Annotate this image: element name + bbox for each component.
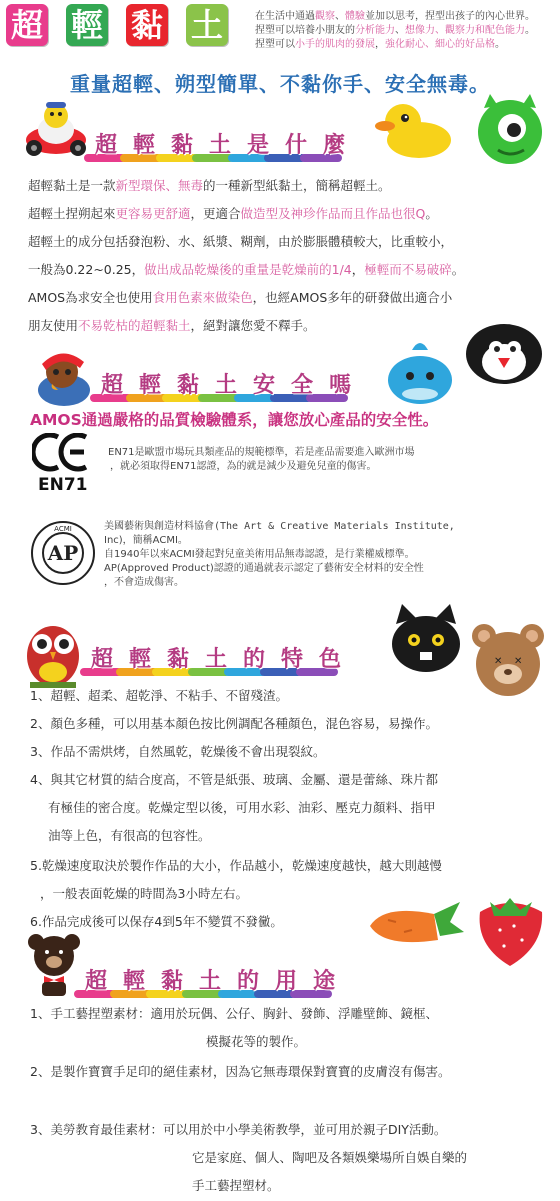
penguin-image bbox=[462, 318, 546, 388]
intro-line-3: 捏塑可以小手的肌肉的發展，強化耐心、細心的好品格。 bbox=[255, 39, 505, 50]
racecar-figure-image bbox=[22, 96, 90, 158]
intro-line-2: 捏塑可以培養小朋友的分析能力、想像力、觀察力和配色能力。 bbox=[255, 25, 535, 36]
ce-text-2: ，就必須取得EN71認證，為的就是減少及避免兒童的傷害。 bbox=[110, 461, 377, 472]
use-item-3: 3、美勞教育最佳素材：可以用於中小學美術教學，並可用於親子DIY活動。 bbox=[30, 1122, 447, 1137]
title-char-1: 超 bbox=[6, 4, 48, 46]
en71-label: EN71 bbox=[38, 475, 88, 495]
title-char: 輕 bbox=[122, 969, 145, 994]
title-char: 什 bbox=[284, 133, 307, 158]
ce-text-1: EN71是歐盟市場玩具類產品的規範標準，若是產品需要進入歐洲市場 bbox=[108, 447, 415, 458]
strawberry-image bbox=[470, 890, 550, 970]
what-line-1: 超輕黏土是一款新型環保、無毒的一種新型紙黏土，簡稱超輕土。 bbox=[28, 178, 391, 193]
title-char: 特 bbox=[280, 647, 303, 672]
owl-image bbox=[20, 614, 86, 690]
section-title-what bbox=[94, 128, 354, 164]
section-title-uses bbox=[84, 964, 344, 1000]
title-char: 輕 bbox=[132, 133, 155, 158]
feature-item-2: 2、顏色多種，可以用基本顏色按比例調配各種顏色，混色容易，易操作。 bbox=[30, 716, 438, 731]
feature-item-5-cont: ，一般表面乾燥的時間為3小時左右。 bbox=[40, 886, 248, 901]
intro-line-1: 在生活中通過觀察、體驗並加以思考，捏型出孩子的內心世界。 bbox=[255, 11, 535, 22]
title-char: 輕 bbox=[138, 373, 161, 398]
use-item-1-cont: 模擬花等的製作。 bbox=[206, 1034, 307, 1049]
feature-item-5: 5.乾燥速度取決於製作作品的大小，作品越小，乾燥速度越快，越大則越慢 bbox=[30, 858, 442, 873]
use-item-1: 1、手工藝捏塑素材：適用於玩偶、公仔、胸針、發飾、浮雕壁飾、鏡框、 bbox=[30, 1006, 438, 1021]
title-char: 黏 bbox=[166, 647, 189, 672]
what-line-4: 一般為0.22~0.25，做出成品乾燥後的重量是乾燥前的1/4，極輕而不易破碎。 bbox=[28, 262, 465, 277]
title-char: 的 bbox=[242, 647, 265, 672]
ap-text-5: ，不會造成傷害。 bbox=[104, 577, 184, 588]
what-line-3: 超輕土的成分包括發泡粉、水、紙漿、糊劑，由於膨脹體積較大，比重較小， bbox=[28, 234, 454, 249]
title-char-4: 土 bbox=[186, 4, 228, 46]
brown-bear-image bbox=[468, 620, 548, 698]
svg-text:ACMI: ACMI bbox=[54, 525, 72, 533]
svg-text:✕: ✕ bbox=[514, 656, 523, 667]
black-cat-image bbox=[386, 604, 466, 674]
ap-text-3: 自1940年以來ACMI發起對兒童美術用品無毒認證，是行業權威標準。 bbox=[104, 549, 415, 560]
green-monster-image bbox=[470, 92, 548, 166]
title-char: 是 bbox=[246, 133, 269, 158]
what-line-6: 朋友使用不易乾枯的超輕黏土，絕對讓您愛不釋手。 bbox=[28, 318, 316, 333]
title-char: 超 bbox=[84, 969, 107, 994]
feature-item-1: 1、超輕、超柔、超乾淨、不粘手、不留殘渣。 bbox=[30, 688, 288, 703]
feature-item-4: 4、與其它材質的結合度高，不管是紙張、玻璃、金屬、還是蕾絲、珠片都 bbox=[30, 772, 438, 787]
title-char: 超 bbox=[94, 133, 117, 158]
title-char: 土 bbox=[204, 647, 227, 672]
title-char: 超 bbox=[100, 373, 123, 398]
title-char: 黏 bbox=[176, 373, 199, 398]
feature-item-4-cont-1: 有極佳的密合度。乾燥定型以後，可用水彩、油彩、壓克力顏料、指甲 bbox=[48, 800, 436, 815]
feature-item-6: 6.作品完成後可以保存4到5年不變質不發黴。 bbox=[30, 914, 283, 929]
ap-text-2: Inc)，簡稱ACMI。 bbox=[104, 535, 188, 546]
title-char: 全 bbox=[290, 373, 313, 398]
title-char: 安 bbox=[252, 373, 275, 398]
section-title-safe bbox=[100, 368, 360, 404]
title-char: 的 bbox=[236, 969, 259, 994]
title-char: 黏 bbox=[170, 133, 193, 158]
title-char: 嗎 bbox=[328, 373, 351, 398]
tagline: 重量超輕、朔型簡單、不黏你手、安全無毒。 bbox=[70, 72, 490, 96]
title-char: 輕 bbox=[128, 647, 151, 672]
carrot-image bbox=[364, 896, 468, 956]
svg-text:✕: ✕ bbox=[494, 656, 503, 667]
feature-item-4-cont-2: 油等上色，有很高的包容性。 bbox=[48, 828, 211, 843]
ap-text-4: AP(Approved Product)認證的通過就表示認定了藝術安全材料的安全性 bbox=[104, 563, 424, 574]
ap-seal-icon bbox=[30, 520, 96, 586]
what-line-2: 超輕土捏朔起來更容易更舒適，更適合做造型及神珍作品而且作品也很Q。 bbox=[28, 206, 438, 221]
title-char: 用 bbox=[274, 969, 297, 994]
title-char: 麼 bbox=[322, 133, 345, 158]
title-char: 色 bbox=[318, 647, 341, 672]
use-item-3-cont-2: 手工藝捏塑材。 bbox=[192, 1178, 280, 1193]
title-char: 土 bbox=[208, 133, 231, 158]
title-char: 土 bbox=[214, 373, 237, 398]
title-char: 黏 bbox=[160, 969, 183, 994]
ap-text-1: 美國藝術與創造材料協會(The Art & Creative Materials Institute, bbox=[104, 521, 455, 532]
blue-whale-image bbox=[382, 336, 458, 408]
use-item-2: 2、是製作寶寶手足印的絕佳素材，因為它無毒環保對寶寶的皮膚沒有傷害。 bbox=[30, 1064, 451, 1079]
bear-with-bowtie-image bbox=[26, 932, 82, 996]
title-char: 土 bbox=[198, 969, 221, 994]
svg-text:AP: AP bbox=[47, 541, 79, 565]
title-char: 超 bbox=[90, 647, 113, 672]
yellow-duck-image bbox=[375, 98, 455, 160]
title-char: 途 bbox=[312, 969, 335, 994]
section-title-features bbox=[90, 642, 350, 678]
pirate-figure-image bbox=[30, 344, 96, 410]
title-char-3: 黏 bbox=[126, 4, 168, 46]
safe-subtitle: AMOS通過嚴格的品質檢驗體系，讓您放心產品的安全性。 bbox=[30, 411, 439, 429]
use-item-3-cont-1: 它是家庭、個人、陶吧及各類娛樂場所自娛自樂的 bbox=[192, 1150, 468, 1165]
what-line-5: AMOS為求安全也使用食用色素來做染色，也經AMOS多年的研發做出適合小 bbox=[28, 290, 453, 305]
feature-item-3: 3、作品不需烘烤，自然風乾，乾燥後不會出現裂紋。 bbox=[30, 744, 326, 759]
title-char-2: 輕 bbox=[66, 4, 108, 46]
